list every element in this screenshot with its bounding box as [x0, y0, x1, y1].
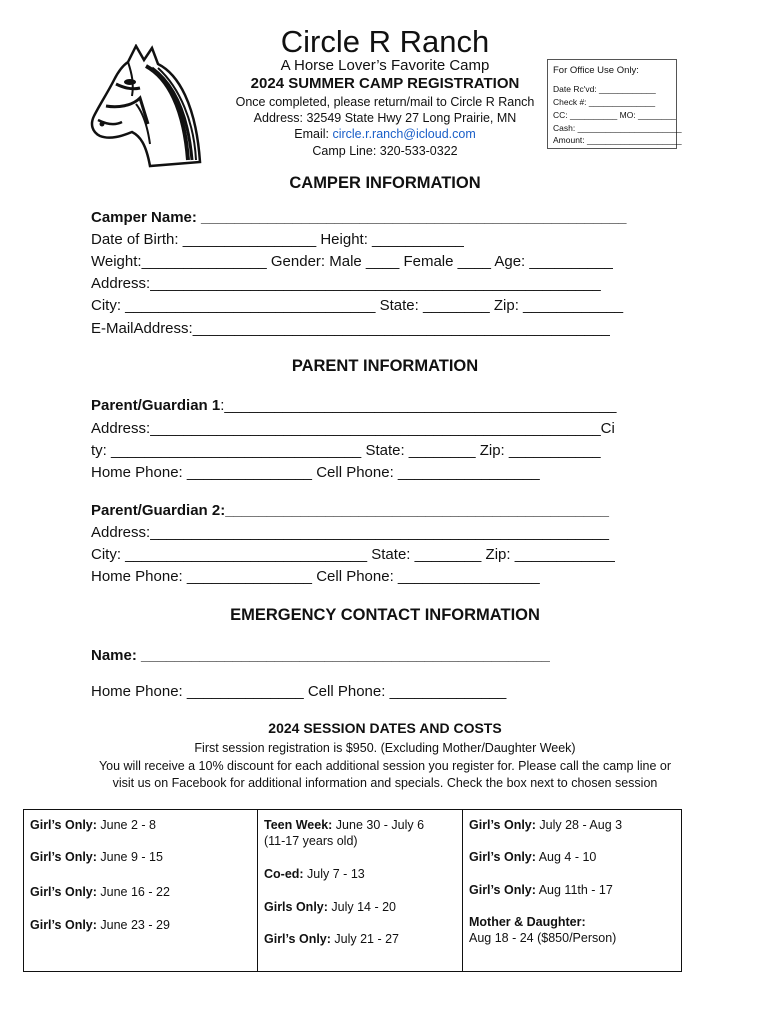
parent2-city-field[interactable]: City: _____________________________ State: ________ Zip: ____________	[91, 546, 615, 563]
session-option[interactable]	[30, 918, 170, 932]
session-option[interactable]	[30, 818, 156, 832]
parent-heading: PARENT INFORMATION	[291, 357, 479, 375]
session-label: Girl’s Only:	[30, 918, 97, 932]
sessions-column-july	[257, 810, 462, 971]
camper-name-field[interactable]	[91, 209, 627, 226]
session-dates: June 9 - 15	[96, 850, 163, 864]
session-label: Girl’s Only:	[30, 850, 97, 864]
session-option[interactable]	[469, 915, 586, 929]
session-dates: June 30 - July 6	[332, 818, 425, 832]
sessions-table	[23, 809, 682, 972]
parent2-line: ______________________________________________	[225, 502, 609, 519]
session-option[interactable]	[264, 867, 365, 881]
dob-height-field[interactable]: Date of Birth: ________________ Height: ___________	[91, 231, 464, 248]
session-label: Mother & Daughter:	[469, 915, 586, 929]
emergency-name-field[interactable]	[91, 647, 550, 664]
session-dates: June 2 - 8	[96, 818, 156, 832]
parent1-label: Parent/Guardian 1	[91, 397, 221, 414]
camper-heading: CAMPER INFORMATION	[289, 174, 481, 192]
office-cc-mo: CC: __________ MO: ________	[553, 110, 676, 120]
session-label: Girl’s Only:	[469, 883, 536, 897]
sessions-column-august	[462, 810, 681, 971]
session-option[interactable]	[469, 883, 613, 897]
session-label: Girls Only:	[264, 900, 328, 914]
parent1-phone-field[interactable]: Home Phone: _______________ Cell Phone: _________________	[91, 464, 540, 481]
email-link[interactable]: circle.r.ranch@icloud.com	[332, 127, 476, 141]
session-dates: Aug 11th - 17	[535, 883, 613, 897]
form-subtitle: 2024 SUMMER CAMP REGISTRATION	[250, 75, 520, 92]
session-dates: June 16 - 22	[96, 885, 170, 899]
parent2-address-field[interactable]: Address:_______________________________________________________	[91, 524, 610, 541]
session-dates: June 23 - 29	[96, 918, 170, 932]
office-check-number: Check #: ______________	[553, 97, 656, 107]
office-date-received: Date Rc'vd: ____________	[553, 84, 656, 94]
sessions-column-june	[24, 810, 257, 971]
session-option[interactable]	[469, 818, 622, 832]
session-option[interactable]	[30, 850, 163, 864]
parent1-address-field[interactable]: Address:______________________________________________________Ci	[91, 420, 615, 437]
parent2-phone-field[interactable]: Home Phone: _______________ Cell Phone: _________________	[91, 568, 540, 585]
camper-address-field[interactable]: Address:______________________________________________________	[91, 275, 601, 292]
sessions-discount-note: You will receive a 10% discount for each additional session you register for. Please call the camp line or	[98, 759, 672, 773]
parent1-name-field[interactable]	[91, 397, 616, 414]
session-price-note: Aug 18 - 24 ($850/Person)	[469, 931, 617, 945]
mailing-address: Address: 32549 State Hwy 27 Long Prairie, MN	[253, 111, 517, 125]
email-label: Email:	[294, 127, 333, 141]
session-dates: July 21 - 27	[330, 932, 400, 946]
session-label: Girl’s Only:	[30, 818, 97, 832]
sessions-facebook-note: visit us on Facebook for additional information and specials. Check the box next to chosen session	[112, 776, 658, 790]
camper-name-line: ___________________________________________________	[201, 209, 627, 226]
camp-line: Camp Line: 320-533-0322	[312, 144, 458, 158]
office-title: For Office Use Only:	[553, 65, 639, 76]
page-title: Circle R Ranch	[280, 24, 490, 59]
sessions-cost-note: First session registration is $950. (Excluding Mother/Daughter Week)	[194, 741, 576, 755]
office-amount: Amount: ____________________	[553, 135, 682, 145]
session-dates: Aug 4 - 10	[535, 850, 597, 864]
session-label: Girl’s Only:	[469, 818, 536, 832]
session-label: Girl’s Only:	[469, 850, 536, 864]
session-option[interactable]	[264, 900, 396, 914]
session-dates: July 14 - 20	[327, 900, 396, 914]
session-label: Teen Week:	[264, 818, 333, 832]
emergency-heading: EMERGENCY CONTACT INFORMATION	[230, 606, 540, 624]
emergency-phone-field[interactable]: Home Phone: ______________ Cell Phone: ______________	[91, 683, 507, 700]
parent2-label: Parent/Guardian 2:	[91, 502, 226, 519]
weight-gender-age-field[interactable]: Weight:_______________ Gender: Male ____ Female ____ Age: __________	[91, 253, 613, 270]
session-option[interactable]	[264, 932, 399, 946]
session-dates: July 7 - 13	[303, 867, 365, 881]
session-label: Girl’s Only:	[264, 932, 331, 946]
session-option[interactable]	[264, 818, 424, 832]
return-note: Once completed, please return/mail to Circle R Ranch	[235, 95, 535, 109]
parent2-name-field[interactable]	[91, 502, 609, 519]
session-option[interactable]	[30, 885, 170, 899]
session-dates: July 28 - Aug 3	[535, 818, 623, 832]
emergency-name-label: Name:	[91, 647, 142, 664]
session-option[interactable]	[469, 850, 596, 864]
session-label: Co-ed:	[264, 867, 304, 881]
tagline: A Horse Lover’s Favorite Camp	[280, 57, 490, 74]
office-use-box	[547, 59, 682, 149]
camper-name-label: Camper Name:	[91, 209, 202, 226]
office-cash: Cash: ______________________	[553, 123, 682, 133]
session-age-note: (11-17 years old)	[264, 834, 358, 848]
sessions-heading: 2024 SESSION DATES AND COSTS	[268, 720, 502, 736]
parent1-line: :_______________________________________________	[220, 397, 617, 414]
camper-email-field[interactable]: E-MailAddress:__________________________________________________	[91, 320, 610, 337]
session-label: Girl’s Only:	[30, 885, 97, 899]
emergency-name-line: _________________________________________________	[141, 647, 550, 664]
camper-city-field[interactable]: City: ______________________________ State: ________ Zip: ____________	[91, 297, 624, 314]
parent1-city-field[interactable]: ty: ______________________________ State: ________ Zip: ___________	[91, 442, 601, 459]
